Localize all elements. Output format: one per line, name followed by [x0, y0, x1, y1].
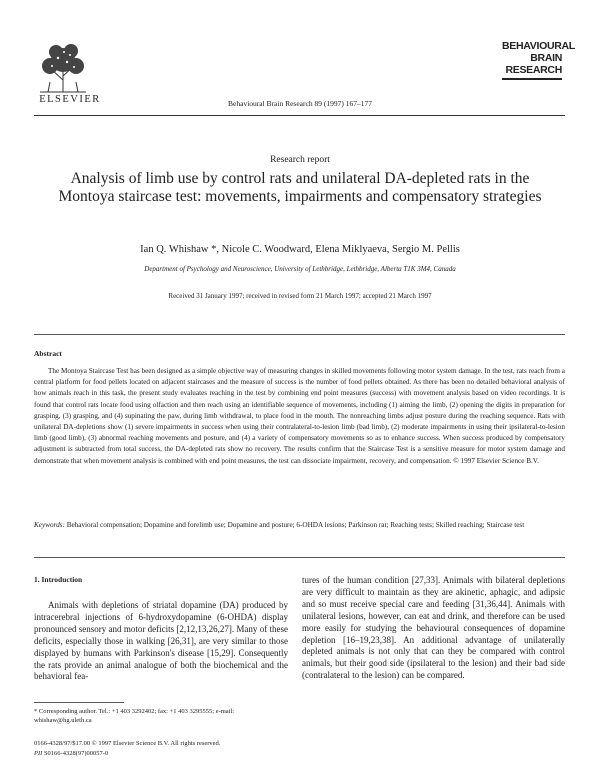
pii-line	[34, 750, 108, 757]
corresponding-author-footnote: * Corresponding author. Tel.: +1 403 3292402; fax: +1 403 3295555; e-mail: whishaw@hg.uleth.ca	[34, 708, 235, 724]
author-list: Ian Q. Whishaw *, Nicole C. Woodward, Elena Miklyaeva, Sergio M. Pellis	[140, 244, 460, 255]
keywords	[34, 520, 565, 531]
abstract-heading: Abstract	[34, 349, 62, 358]
article-title: Analysis of limb use by control rats and unilateral DA-depleted rats in the Montoya staircase test: movements, impairments and compensatory strategies	[58, 170, 542, 205]
header-divider	[34, 115, 565, 116]
copyright-line: 0166-4328/97/$17.00 © 1997 Elsevier Science B.V. All rights reserved.	[34, 740, 221, 747]
footnote-rule	[34, 702, 124, 703]
brand-underline	[502, 78, 562, 80]
article-type: Research report	[270, 155, 330, 165]
publisher-name: ELSEVIER	[39, 94, 101, 105]
brand-line: RESEARCH	[505, 64, 562, 76]
keywords-label: Keywords:	[34, 521, 65, 529]
brand-line: BEHAVIOURAL	[502, 40, 575, 52]
body-column-right: tures of the human condition [27,33]. Animals with bilateral depletions are very difficult to maintain as they are akinetic, aphagic, and adipsic and so must receive special care and feeding [31,36,44]. Animals with unilateral lesions, however, can eat and drink, and therefore can be used more easily for studying the behavioural consequences of dopamine depletion [16–19,23,38]. An additional advantage of unilaterally depleted animals is not only that can they be compared with control animals, but their good side (ipsilateral to the lesion) and their bad side (contralateral to the lesion) can be compared.	[302, 575, 565, 681]
body-column-left: Animals with depletions of striatal dopamine (DA) produced by intracerebral injections of 6-hydroxydopamine (6-OHDA) display pronounced sensory and motor deficits [2,12,13,26,27]. Many of these deficits, especially those in walking [26,31], are very similar to those displayed by humans with Parkinson's disease [15,29]. Consequently the rats provide an animal analogue of both the biochemical and the behavioral fea-	[34, 600, 288, 682]
abstract-text: The Montoya Staircase Test has been designed as a simple objective way of measuring changes in skilled movements following motor system damage. In the test, rats reach from a central platform for food pellets located on adjacent staircases and the measure of success is the number of food pellets obtained. As there has been no detailed behavioral analysis of how animals reach in this task, the present study evaluates reaching in the test by combining end point measures (success) with movement analysis based on video recordings. It is found that control rats locate food using olfaction and then reach using an identifiable sequence of movements, including (1) aiming the limb, (2) opening the digits in preparation for grasping, (3) grasping, and (4) supinating the paw, during limb withdrawal, to place food in the mouth. The nonreaching limbs adjust posture during the reaching sequence. Rats with unilateral DA-depletions show (1) severe impairments in success when using their contralateral-to-lesion limb (bad limb), (2) moderate impairments in using their ipsilateral-to-lesion limb (good limb), (3) abnormal reaching movements and posture, and (4) a variety of compensatory movements so as to enhance success. When success produced by compensatory adjustment is subtracted from total success, the DA-depleted rats show no recovery. The results confirm that the Staircase Test is a sensitive measure for motor system damage and demonstrate that when movement analysis is combined with end point measures, the test can dissociate impairment, recovery, and compensation. © 1997 Elsevier Science B.V.	[34, 367, 565, 465]
brand-line: BRAIN	[530, 52, 562, 64]
abstract-divider	[34, 334, 565, 335]
received-dates: Received 31 January 1997; received in revised form 21 March 1997; accepted 21 March 1997	[168, 292, 432, 300]
journal-citation: Behavioural Brain Research 89 (1997) 167–177	[228, 99, 372, 108]
pii-value: S0166-4328(97)00057-0	[43, 750, 109, 757]
author-affiliation: Department of Psychology and Neuroscience, University of Lethbridge, Lethbridge, Alberta T1K 3M4, Canada	[144, 265, 456, 273]
body-divider	[34, 557, 565, 558]
elsevier-tree-logo	[34, 40, 92, 102]
keywords-list: Behavioral compensation; Dopamine and forelimb use; Dopamine and posture; 6-OHDA lesions; Parkinson rat; Reaching tests; Skilled reaching; Staircase test	[66, 521, 525, 529]
section-heading: 1. Introduction	[34, 575, 83, 584]
journal-brand	[502, 40, 575, 80]
pii-label: PII	[34, 750, 43, 757]
